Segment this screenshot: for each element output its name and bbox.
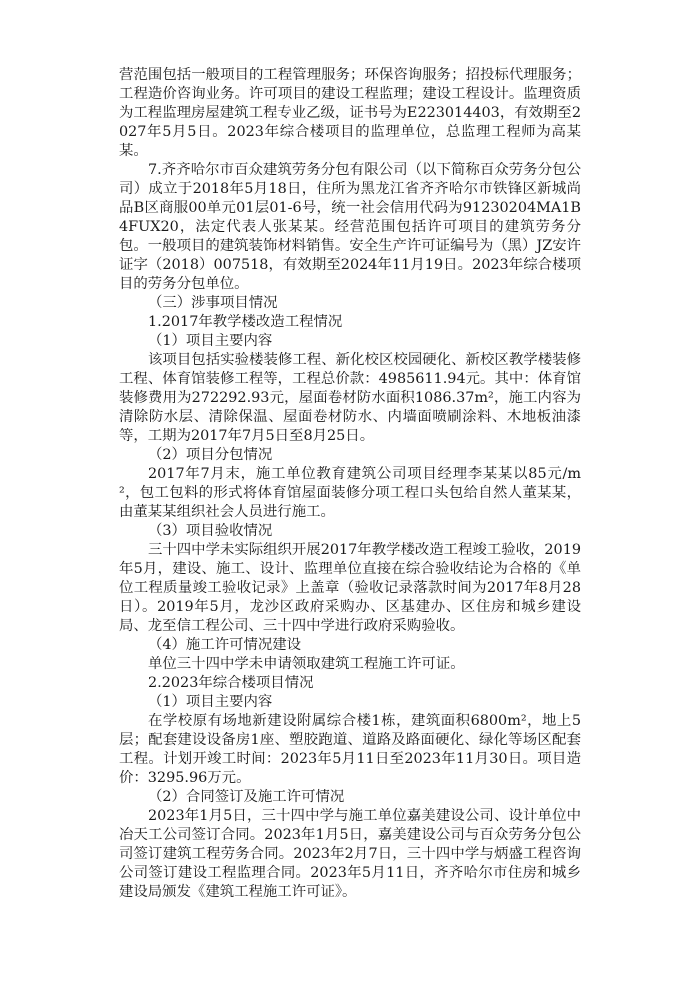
item-heading-acceptance: （3）项目验收情况 [148,523,273,539]
section-heading-projects: （三）涉事项目情况 [148,295,278,311]
subheading-2023-project: 2.2023年综合楼项目情况 [148,675,314,691]
item-heading-main-content-2023: （1）项目主要内容 [148,694,273,710]
item-heading-subcontract: （2）项目分包情况 [148,447,273,463]
document-body [119,66,581,902]
paragraph-contracts: 2023年1月5日，三十四中学与施工单位嘉美建设公司、设计单位中冶天工公司签订合同。2023年1月5日，嘉美建设公司与百众劳务分包公司签订建筑工程劳务合同。2023年2月7日，三十四中学与炳盛工程咨询公司签订建设工程监理合同。2023年5月11日，齐齐哈尔市住房和城乡建设局颁发《建筑工程施工许可证》。 [119,808,581,900]
paragraph-permit: 单位三十四中学未申请领取建筑工程施工许可证。 [148,656,465,672]
paragraph-2017-content: 该项目包括实验楼装修工程、新化校区校园硬化、新校区教学楼装修工程、体育馆装修工程等，工程总价款：4985611.94元。其中：体育馆装修费用为272292.93元，屋面卷材防水面积1086.37m²，施工内容为清除防水层、清除保温、屋面卷材防水、内墙面喷刷涂料、木地板油漆等，工期为2017年7月5日至8月25日。 [119,352,581,444]
paragraph-acceptance: 三十四中学未实际组织开展2017年教学楼改造工程竣工验收，2019年5月，建设、施工、设计、监理单位直接在综合验收结论为合格的《单位工程质量竣工验收记录》上盖章（验收记录落款时间为2017年8月28日）。2019年5月，龙沙区政府采购办、区基建办、区住房和城乡建设局、龙至信工程公司、三十四中学进行政府采购验收。 [119,542,582,634]
paragraph-2023-content: 在学校原有场地新建设附属综合楼1栋，建筑面积6800m²，地上5层；配套建设设备房1座、塑胶跑道、道路及路面硬化、绿化等场区配套工程。计划开竣工时间：2023年5月11日至2023年11月30日。项目造价：3295.96万元。 [119,713,581,786]
item-heading-permit: （4）施工许可情况建设 [148,637,302,653]
item-heading-contracts: （2）合同签订及施工许可情况 [148,789,345,805]
item-heading-main-content-2017: （1）项目主要内容 [148,333,273,349]
paragraph-supervisor-scope: 营范围包括一般项目的工程管理服务；环保咨询服务；招投标代理服务；工程造价咨询业务。许可项目的建设工程监理；建设工程设计。监理资质为工程监理房屋建筑工程专业乙级，证书号为E223014403，有效期至2027年5月5日。2023年综合楼项目的监理单位，总监理工程师为高某某。 [119,67,581,159]
paragraph-subcontract: 2017年7月末，施工单位教育建筑公司项目经理李某某以85元/m²，包工包料的形式将体育馆屋面装修分项工程口头包给自然人董某某，由董某某组织社会人员进行施工。 [119,466,581,520]
paragraph-labor-company: 7.齐齐哈尔市百众建筑劳务分包有限公司（以下简称百众劳务分包公司）成立于2018年5月18日，住所为黑龙江省齐齐哈尔市铁锋区新城尚品B区商服00单元01层01-6号，统一社会信用代码为91230204MA1B4FUX20，法定代表人张某某。经营范围包括许可项目的建筑劳务分包。一般项目的建筑装饰材料销售。安全生产许可证编号为（黑）JZ安许证字（2018）007518，有效期至2024年11月19日。2023年综合楼项目的劳务分包单位。 [119,162,581,292]
subheading-2017-project: 1.2017年教学楼改造工程情况 [148,314,343,330]
